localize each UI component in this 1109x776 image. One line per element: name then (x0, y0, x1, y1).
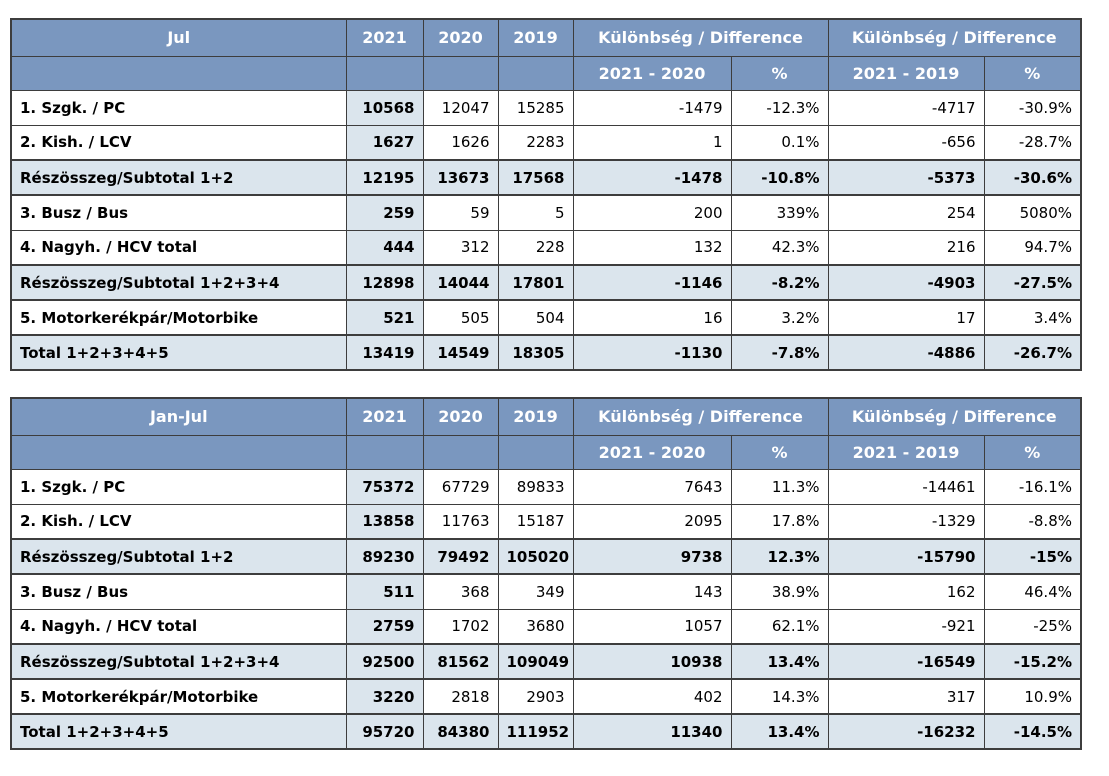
empty-header-cell (11, 56, 346, 90)
value-cell: 5080% (984, 195, 1081, 230)
empty-header-cell (346, 435, 423, 469)
value-cell: 13.4% (731, 714, 828, 749)
value-cell: 254 (828, 195, 984, 230)
value-cell: 349 (498, 574, 573, 609)
value-cell: 89833 (498, 469, 573, 504)
empty-header-cell (346, 56, 423, 90)
subheader-percent-2020: % (731, 435, 828, 469)
year-header-2019: 2019 (498, 398, 573, 435)
empty-header-cell (498, 56, 573, 90)
value-cell: 15187 (498, 504, 573, 539)
value-cell: 11763 (423, 504, 498, 539)
value-cell: 42.3% (731, 230, 828, 265)
value-cell: -1329 (828, 504, 984, 539)
subheader-percent-2019: % (984, 435, 1081, 469)
header-row-main (11, 19, 1081, 56)
data-row (11, 90, 1081, 125)
data-row (11, 574, 1081, 609)
value-cell: -15790 (828, 539, 984, 574)
value-cell: 10568 (346, 90, 423, 125)
category-label: 4. Nagyh. / HCV total (11, 609, 346, 644)
value-cell: 2759 (346, 609, 423, 644)
empty-header-cell (423, 435, 498, 469)
value-cell: 94.7% (984, 230, 1081, 265)
year-header-2020: 2020 (423, 19, 498, 56)
value-cell: 13673 (423, 160, 498, 195)
value-cell: 2903 (498, 679, 573, 714)
subtotal-row (11, 265, 1081, 300)
value-cell: 317 (828, 679, 984, 714)
category-label: Részösszeg/Subtotal 1+2 (11, 539, 346, 574)
monthly-registrations-table (10, 18, 1082, 371)
value-cell: 132 (573, 230, 731, 265)
data-row (11, 195, 1081, 230)
subheader-2021-2019: 2021 - 2019 (828, 435, 984, 469)
value-cell: -656 (828, 125, 984, 160)
value-cell: 2818 (423, 679, 498, 714)
subtotal-row (11, 714, 1081, 749)
value-cell: 505 (423, 300, 498, 335)
category-label: Részösszeg/Subtotal 1+2 (11, 160, 346, 195)
value-cell: 12195 (346, 160, 423, 195)
value-cell: -4886 (828, 335, 984, 370)
value-cell: 3220 (346, 679, 423, 714)
value-cell: -15% (984, 539, 1081, 574)
value-cell: -14.5% (984, 714, 1081, 749)
value-cell: 3.4% (984, 300, 1081, 335)
value-cell: 59 (423, 195, 498, 230)
value-cell: -16.1% (984, 469, 1081, 504)
subheader-2021-2020: 2021 - 2020 (573, 56, 731, 90)
year-header-2020: 2020 (423, 398, 498, 435)
category-label: 3. Busz / Bus (11, 195, 346, 230)
value-cell: 46.4% (984, 574, 1081, 609)
header-row-main (11, 398, 1081, 435)
value-cell: 12.3% (731, 539, 828, 574)
data-row (11, 469, 1081, 504)
table-body (11, 469, 1081, 749)
value-cell: -15.2% (984, 644, 1081, 679)
value-cell: 2095 (573, 504, 731, 539)
value-cell: 14549 (423, 335, 498, 370)
value-cell: 312 (423, 230, 498, 265)
value-cell: 16 (573, 300, 731, 335)
year-header-2021: 2021 (346, 398, 423, 435)
value-cell: 339% (731, 195, 828, 230)
value-cell: 111952 (498, 714, 573, 749)
value-cell: 162 (828, 574, 984, 609)
value-cell: 89230 (346, 539, 423, 574)
value-cell: 13.4% (731, 644, 828, 679)
value-cell: -8.2% (731, 265, 828, 300)
data-row (11, 609, 1081, 644)
value-cell: 13858 (346, 504, 423, 539)
subheader-2021-2020: 2021 - 2020 (573, 435, 731, 469)
value-cell: 402 (573, 679, 731, 714)
period-header: Jan-Jul (11, 398, 346, 435)
value-cell: -16232 (828, 714, 984, 749)
subheader-2021-2019: 2021 - 2019 (828, 56, 984, 90)
value-cell: 10938 (573, 644, 731, 679)
value-cell: 105020 (498, 539, 573, 574)
value-cell: 84380 (423, 714, 498, 749)
empty-header-cell (498, 435, 573, 469)
value-cell: 62.1% (731, 609, 828, 644)
data-row (11, 230, 1081, 265)
value-cell: -30.6% (984, 160, 1081, 195)
value-cell: 216 (828, 230, 984, 265)
value-cell: 79492 (423, 539, 498, 574)
table-header (11, 19, 1081, 90)
subtotal-row (11, 644, 1081, 679)
value-cell: -28.7% (984, 125, 1081, 160)
category-label: 1. Szgk. / PC (11, 469, 346, 504)
value-cell: 521 (346, 300, 423, 335)
value-cell: -921 (828, 609, 984, 644)
value-cell: -7.8% (731, 335, 828, 370)
value-cell: -27.5% (984, 265, 1081, 300)
value-cell: 0.1% (731, 125, 828, 160)
data-row (11, 504, 1081, 539)
difference-header-2019: Különbség / Difference (828, 19, 1081, 56)
value-cell: 200 (573, 195, 731, 230)
empty-header-cell (11, 435, 346, 469)
value-cell: -25% (984, 609, 1081, 644)
value-cell: 13419 (346, 335, 423, 370)
value-cell: 17801 (498, 265, 573, 300)
subtotal-row (11, 335, 1081, 370)
category-label: 3. Busz / Bus (11, 574, 346, 609)
value-cell: 14044 (423, 265, 498, 300)
value-cell: 81562 (423, 644, 498, 679)
category-label: 2. Kish. / LCV (11, 125, 346, 160)
value-cell: -10.8% (731, 160, 828, 195)
period-header: Jul (11, 19, 346, 56)
subtotal-row (11, 539, 1081, 574)
data-row (11, 125, 1081, 160)
category-label: Részösszeg/Subtotal 1+2+3+4 (11, 265, 346, 300)
value-cell: -4717 (828, 90, 984, 125)
value-cell: 7643 (573, 469, 731, 504)
category-label: 5. Motorkerékpár/Motorbike (11, 679, 346, 714)
category-label: Részösszeg/Subtotal 1+2+3+4 (11, 644, 346, 679)
value-cell: 12047 (423, 90, 498, 125)
value-cell: 9738 (573, 539, 731, 574)
value-cell: 95720 (346, 714, 423, 749)
data-row (11, 300, 1081, 335)
value-cell: 1057 (573, 609, 731, 644)
value-cell: 143 (573, 574, 731, 609)
category-label: Total 1+2+3+4+5 (11, 335, 346, 370)
value-cell: -16549 (828, 644, 984, 679)
value-cell: 11.3% (731, 469, 828, 504)
value-cell: 17568 (498, 160, 573, 195)
value-cell: 38.9% (731, 574, 828, 609)
value-cell: 259 (346, 195, 423, 230)
value-cell: 14.3% (731, 679, 828, 714)
year-to-date-registrations-table (10, 397, 1082, 750)
value-cell: 2283 (498, 125, 573, 160)
difference-header-2020: Különbség / Difference (573, 19, 828, 56)
value-cell: 1626 (423, 125, 498, 160)
difference-header-2019: Különbség / Difference (828, 398, 1081, 435)
table-header (11, 398, 1081, 469)
value-cell: -30.9% (984, 90, 1081, 125)
value-cell: -1478 (573, 160, 731, 195)
value-cell: 5 (498, 195, 573, 230)
subheader-percent-2020: % (731, 56, 828, 90)
value-cell: 17 (828, 300, 984, 335)
value-cell: -5373 (828, 160, 984, 195)
value-cell: 17.8% (731, 504, 828, 539)
subtotal-row (11, 160, 1081, 195)
value-cell: 11340 (573, 714, 731, 749)
category-label: 2. Kish. / LCV (11, 504, 346, 539)
header-row-sub (11, 435, 1081, 469)
value-cell: -1479 (573, 90, 731, 125)
value-cell: 10.9% (984, 679, 1081, 714)
value-cell: 1 (573, 125, 731, 160)
value-cell: 3.2% (731, 300, 828, 335)
value-cell: 1627 (346, 125, 423, 160)
empty-header-cell (423, 56, 498, 90)
year-header-2019: 2019 (498, 19, 573, 56)
value-cell: 75372 (346, 469, 423, 504)
value-cell: 15285 (498, 90, 573, 125)
value-cell: 92500 (346, 644, 423, 679)
difference-header-2020: Különbség / Difference (573, 398, 828, 435)
value-cell: 3680 (498, 609, 573, 644)
subheader-percent-2019: % (984, 56, 1081, 90)
category-label: Total 1+2+3+4+5 (11, 714, 346, 749)
value-cell: 228 (498, 230, 573, 265)
value-cell: 511 (346, 574, 423, 609)
data-row (11, 679, 1081, 714)
value-cell: 1702 (423, 609, 498, 644)
category-label: 1. Szgk. / PC (11, 90, 346, 125)
value-cell: -4903 (828, 265, 984, 300)
value-cell: 368 (423, 574, 498, 609)
table-body (11, 90, 1081, 370)
value-cell: -12.3% (731, 90, 828, 125)
value-cell: -1146 (573, 265, 731, 300)
value-cell: -1130 (573, 335, 731, 370)
value-cell: 109049 (498, 644, 573, 679)
value-cell: -26.7% (984, 335, 1081, 370)
value-cell: 18305 (498, 335, 573, 370)
value-cell: 67729 (423, 469, 498, 504)
header-row-sub (11, 56, 1081, 90)
category-label: 5. Motorkerékpár/Motorbike (11, 300, 346, 335)
value-cell: -14461 (828, 469, 984, 504)
category-label: 4. Nagyh. / HCV total (11, 230, 346, 265)
value-cell: -8.8% (984, 504, 1081, 539)
year-header-2021: 2021 (346, 19, 423, 56)
value-cell: 504 (498, 300, 573, 335)
value-cell: 444 (346, 230, 423, 265)
value-cell: 12898 (346, 265, 423, 300)
